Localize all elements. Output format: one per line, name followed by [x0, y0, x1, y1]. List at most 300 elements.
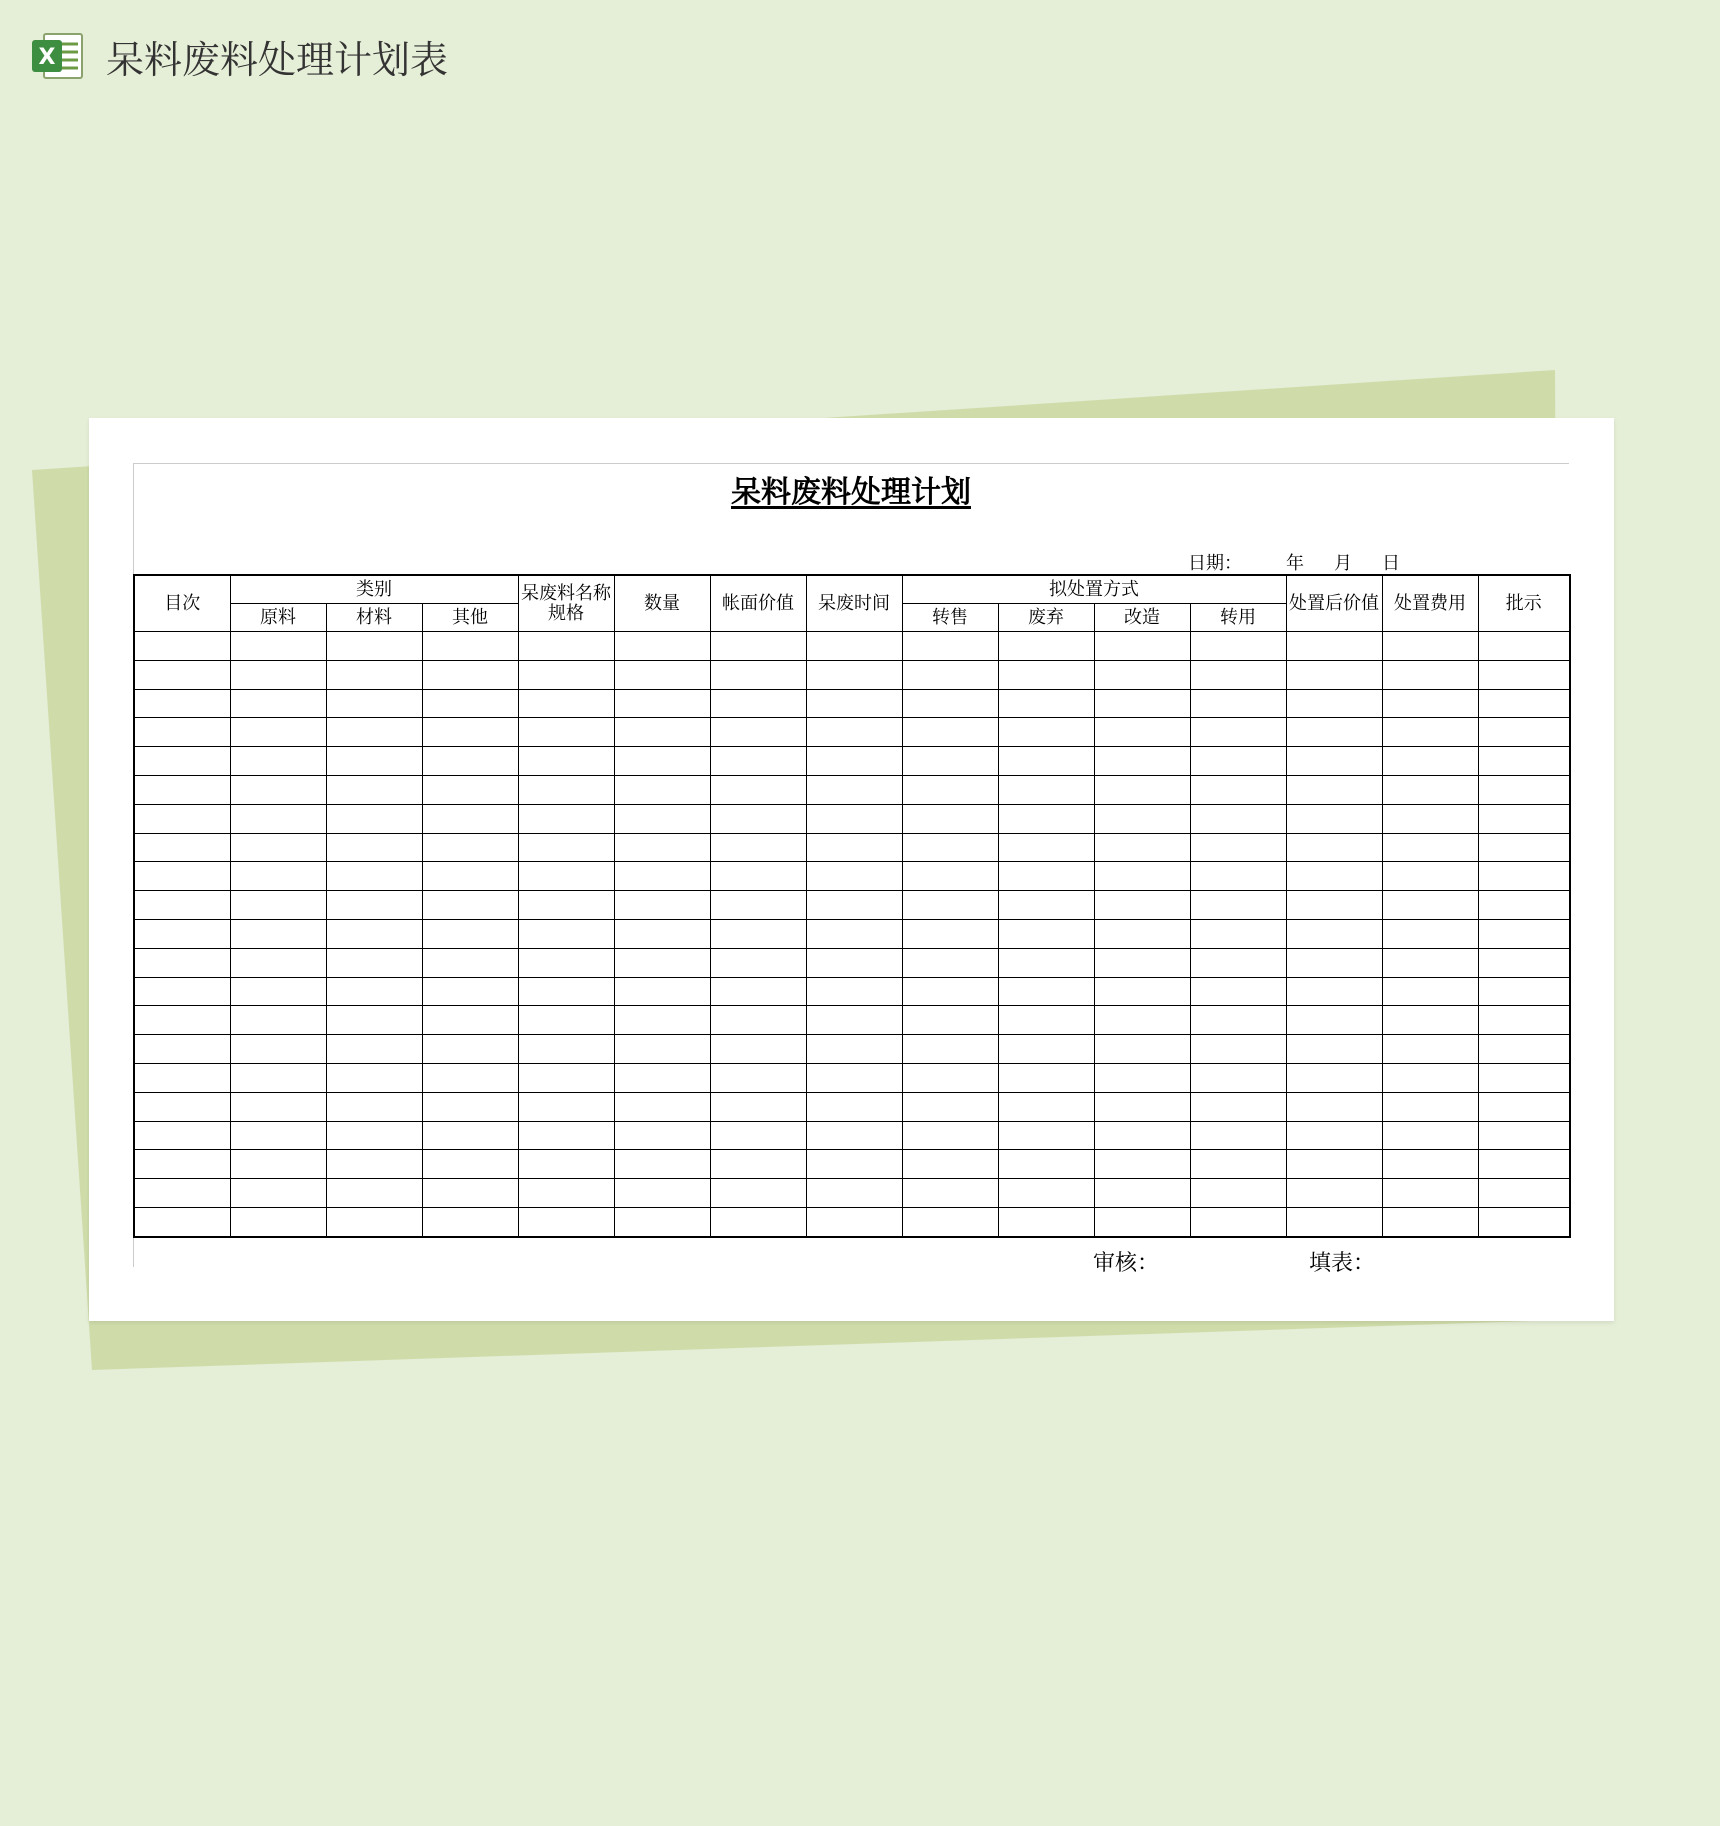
table-cell[interactable] [710, 1179, 806, 1208]
table-cell[interactable] [1094, 1150, 1190, 1179]
table-cell[interactable] [902, 632, 998, 661]
table-cell[interactable] [1286, 718, 1382, 747]
table-cell[interactable] [1478, 1035, 1570, 1064]
table-cell[interactable] [806, 1121, 902, 1150]
table-cell[interactable] [1094, 1207, 1190, 1236]
table-cell[interactable] [518, 1035, 614, 1064]
table-cell[interactable] [134, 833, 230, 862]
table-cell[interactable] [1286, 1150, 1382, 1179]
table-cell[interactable] [134, 632, 230, 661]
table-cell[interactable] [1382, 1092, 1478, 1121]
table-cell[interactable] [710, 660, 806, 689]
table-cell[interactable] [710, 632, 806, 661]
table-cell[interactable] [1478, 977, 1570, 1006]
table-cell[interactable] [1478, 632, 1570, 661]
table-cell[interactable] [518, 891, 614, 920]
table-cell[interactable] [1286, 1179, 1382, 1208]
table-cell[interactable] [1382, 1179, 1478, 1208]
table-cell[interactable] [134, 1179, 230, 1208]
table-cell[interactable] [134, 1035, 230, 1064]
table-cell[interactable] [230, 632, 326, 661]
table-cell[interactable] [1478, 718, 1570, 747]
table-cell[interactable] [902, 833, 998, 862]
table-cell[interactable] [710, 689, 806, 718]
table-cell[interactable] [326, 1121, 422, 1150]
table-cell[interactable] [902, 862, 998, 891]
table-cell[interactable] [614, 804, 710, 833]
table-cell[interactable] [326, 1006, 422, 1035]
table-cell[interactable] [1190, 1207, 1286, 1236]
table-cell[interactable] [806, 977, 902, 1006]
table-cell[interactable] [230, 1179, 326, 1208]
table-cell[interactable] [902, 1207, 998, 1236]
table-cell[interactable] [326, 833, 422, 862]
table-cell[interactable] [998, 1121, 1094, 1150]
table-cell[interactable] [1094, 660, 1190, 689]
table-cell[interactable] [518, 1150, 614, 1179]
table-cell[interactable] [710, 804, 806, 833]
table-cell[interactable] [806, 689, 902, 718]
table-cell[interactable] [902, 1035, 998, 1064]
table-cell[interactable] [1478, 833, 1570, 862]
table-cell[interactable] [998, 919, 1094, 948]
table-cell[interactable] [518, 948, 614, 977]
table-cell[interactable] [806, 718, 902, 747]
table-cell[interactable] [422, 948, 518, 977]
table-cell[interactable] [326, 891, 422, 920]
table-cell[interactable] [1190, 1121, 1286, 1150]
table-cell[interactable] [230, 1006, 326, 1035]
table-cell[interactable] [1478, 948, 1570, 977]
table-cell[interactable] [518, 833, 614, 862]
table-cell[interactable] [134, 689, 230, 718]
table-cell[interactable] [902, 1121, 998, 1150]
table-cell[interactable] [1190, 1179, 1286, 1208]
table-cell[interactable] [422, 747, 518, 776]
table-cell[interactable] [1286, 660, 1382, 689]
table-cell[interactable] [998, 948, 1094, 977]
table-cell[interactable] [998, 747, 1094, 776]
table-cell[interactable] [518, 804, 614, 833]
table-cell[interactable] [806, 891, 902, 920]
table-cell[interactable] [710, 977, 806, 1006]
table-cell[interactable] [230, 833, 326, 862]
table-cell[interactable] [710, 1150, 806, 1179]
table-cell[interactable] [1094, 689, 1190, 718]
table-cell[interactable] [710, 862, 806, 891]
table-cell[interactable] [1382, 1035, 1478, 1064]
table-cell[interactable] [614, 919, 710, 948]
table-cell[interactable] [518, 1179, 614, 1208]
table-cell[interactable] [230, 1063, 326, 1092]
table-cell[interactable] [998, 775, 1094, 804]
table-cell[interactable] [998, 1006, 1094, 1035]
table-cell[interactable] [1382, 891, 1478, 920]
table-cell[interactable] [1382, 718, 1478, 747]
table-cell[interactable] [1094, 977, 1190, 1006]
table-cell[interactable] [1190, 718, 1286, 747]
table-cell[interactable] [614, 1006, 710, 1035]
table-cell[interactable] [1382, 1150, 1478, 1179]
table-cell[interactable] [1286, 747, 1382, 776]
table-cell[interactable] [134, 775, 230, 804]
table-cell[interactable] [806, 747, 902, 776]
table-cell[interactable] [1478, 1063, 1570, 1092]
table-cell[interactable] [1286, 1035, 1382, 1064]
table-cell[interactable] [998, 1207, 1094, 1236]
table-cell[interactable] [326, 718, 422, 747]
table-cell[interactable] [518, 1063, 614, 1092]
table-cell[interactable] [902, 775, 998, 804]
table-cell[interactable] [1286, 689, 1382, 718]
table-cell[interactable] [1382, 1006, 1478, 1035]
table-cell[interactable] [134, 718, 230, 747]
table-cell[interactable] [422, 833, 518, 862]
table-cell[interactable] [422, 689, 518, 718]
table-cell[interactable] [806, 1150, 902, 1179]
table-cell[interactable] [614, 747, 710, 776]
table-cell[interactable] [326, 919, 422, 948]
table-cell[interactable] [998, 977, 1094, 1006]
table-cell[interactable] [902, 1063, 998, 1092]
table-cell[interactable] [1094, 919, 1190, 948]
table-cell[interactable] [326, 948, 422, 977]
table-cell[interactable] [614, 1035, 710, 1064]
table-cell[interactable] [998, 862, 1094, 891]
table-cell[interactable] [1190, 1150, 1286, 1179]
table-cell[interactable] [1382, 833, 1478, 862]
table-cell[interactable] [1286, 862, 1382, 891]
table-cell[interactable] [326, 1035, 422, 1064]
table-cell[interactable] [134, 977, 230, 1006]
table-cell[interactable] [1478, 1179, 1570, 1208]
table-cell[interactable] [1382, 632, 1478, 661]
table-cell[interactable] [518, 862, 614, 891]
table-cell[interactable] [230, 1207, 326, 1236]
table-cell[interactable] [134, 1063, 230, 1092]
table-cell[interactable] [230, 747, 326, 776]
table-cell[interactable] [1478, 891, 1570, 920]
table-cell[interactable] [806, 804, 902, 833]
table-cell[interactable] [134, 919, 230, 948]
table-cell[interactable] [806, 948, 902, 977]
table-cell[interactable] [902, 689, 998, 718]
table-cell[interactable] [1286, 1063, 1382, 1092]
table-cell[interactable] [518, 747, 614, 776]
table-cell[interactable] [1094, 1092, 1190, 1121]
table-cell[interactable] [1382, 689, 1478, 718]
table-cell[interactable] [806, 862, 902, 891]
table-cell[interactable] [1190, 1092, 1286, 1121]
table-cell[interactable] [518, 1207, 614, 1236]
table-cell[interactable] [806, 1035, 902, 1064]
table-cell[interactable] [1478, 689, 1570, 718]
table-cell[interactable] [1286, 919, 1382, 948]
table-cell[interactable] [902, 1179, 998, 1208]
table-cell[interactable] [614, 891, 710, 920]
table-cell[interactable] [1094, 1035, 1190, 1064]
table-cell[interactable] [1190, 833, 1286, 862]
table-cell[interactable] [710, 1121, 806, 1150]
table-cell[interactable] [614, 1179, 710, 1208]
table-cell[interactable] [230, 660, 326, 689]
table-cell[interactable] [1478, 1150, 1570, 1179]
table-cell[interactable] [806, 660, 902, 689]
table-cell[interactable] [518, 660, 614, 689]
table-cell[interactable] [1190, 1063, 1286, 1092]
table-cell[interactable] [1286, 833, 1382, 862]
table-cell[interactable] [1478, 1006, 1570, 1035]
table-cell[interactable] [422, 1150, 518, 1179]
table-cell[interactable] [518, 632, 614, 661]
table-cell[interactable] [1286, 1006, 1382, 1035]
table-cell[interactable] [806, 1092, 902, 1121]
table-cell[interactable] [1478, 919, 1570, 948]
table-cell[interactable] [422, 660, 518, 689]
table-cell[interactable] [1382, 919, 1478, 948]
table-cell[interactable] [1382, 948, 1478, 977]
table-cell[interactable] [230, 1150, 326, 1179]
table-cell[interactable] [710, 718, 806, 747]
table-cell[interactable] [902, 804, 998, 833]
table-cell[interactable] [806, 632, 902, 661]
table-cell[interactable] [902, 1006, 998, 1035]
table-cell[interactable] [134, 862, 230, 891]
table-cell[interactable] [1478, 1207, 1570, 1236]
table-cell[interactable] [614, 689, 710, 718]
table-cell[interactable] [1094, 632, 1190, 661]
table-cell[interactable] [710, 891, 806, 920]
table-cell[interactable] [1094, 804, 1190, 833]
table-cell[interactable] [518, 1121, 614, 1150]
table-cell[interactable] [1190, 775, 1286, 804]
table-cell[interactable] [998, 1092, 1094, 1121]
table-cell[interactable] [1382, 1207, 1478, 1236]
table-cell[interactable] [710, 948, 806, 977]
table-cell[interactable] [1286, 891, 1382, 920]
table-cell[interactable] [1286, 1092, 1382, 1121]
table-cell[interactable] [518, 1092, 614, 1121]
table-cell[interactable] [1094, 1063, 1190, 1092]
table-cell[interactable] [710, 1063, 806, 1092]
table-cell[interactable] [230, 948, 326, 977]
table-cell[interactable] [134, 1150, 230, 1179]
table-cell[interactable] [1094, 1121, 1190, 1150]
table-cell[interactable] [422, 891, 518, 920]
table-cell[interactable] [230, 1121, 326, 1150]
table-cell[interactable] [326, 1150, 422, 1179]
table-cell[interactable] [422, 804, 518, 833]
table-cell[interactable] [422, 718, 518, 747]
table-cell[interactable] [806, 1006, 902, 1035]
table-cell[interactable] [1094, 1179, 1190, 1208]
table-cell[interactable] [230, 689, 326, 718]
table-cell[interactable] [1094, 948, 1190, 977]
table-cell[interactable] [422, 1179, 518, 1208]
table-cell[interactable] [1286, 977, 1382, 1006]
table-cell[interactable] [1286, 948, 1382, 977]
table-cell[interactable] [326, 632, 422, 661]
table-cell[interactable] [422, 1121, 518, 1150]
table-cell[interactable] [710, 1207, 806, 1236]
table-cell[interactable] [422, 1063, 518, 1092]
table-cell[interactable] [1478, 862, 1570, 891]
table-cell[interactable] [326, 747, 422, 776]
table-cell[interactable] [902, 919, 998, 948]
table-cell[interactable] [902, 1092, 998, 1121]
table-cell[interactable] [1190, 632, 1286, 661]
table-cell[interactable] [710, 775, 806, 804]
table-cell[interactable] [902, 747, 998, 776]
table-cell[interactable] [998, 718, 1094, 747]
table-cell[interactable] [1190, 891, 1286, 920]
table-cell[interactable] [518, 919, 614, 948]
table-cell[interactable] [326, 775, 422, 804]
table-cell[interactable] [134, 1092, 230, 1121]
table-cell[interactable] [902, 977, 998, 1006]
table-cell[interactable] [1190, 862, 1286, 891]
table-cell[interactable] [614, 862, 710, 891]
table-cell[interactable] [1190, 919, 1286, 948]
table-cell[interactable] [1478, 775, 1570, 804]
table-cell[interactable] [134, 747, 230, 776]
table-cell[interactable] [998, 804, 1094, 833]
table-cell[interactable] [1094, 747, 1190, 776]
table-cell[interactable] [1190, 1035, 1286, 1064]
table-cell[interactable] [614, 1150, 710, 1179]
table-cell[interactable] [1286, 1207, 1382, 1236]
table-cell[interactable] [134, 891, 230, 920]
table-cell[interactable] [518, 977, 614, 1006]
table-cell[interactable] [902, 948, 998, 977]
table-cell[interactable] [1382, 775, 1478, 804]
table-cell[interactable] [230, 977, 326, 1006]
table-cell[interactable] [326, 1179, 422, 1208]
table-cell[interactable] [614, 1207, 710, 1236]
table-cell[interactable] [614, 1121, 710, 1150]
table-cell[interactable] [1382, 747, 1478, 776]
table-cell[interactable] [230, 919, 326, 948]
table-cell[interactable] [1286, 1121, 1382, 1150]
table-cell[interactable] [134, 1121, 230, 1150]
table-cell[interactable] [614, 718, 710, 747]
table-cell[interactable] [1478, 1092, 1570, 1121]
table-cell[interactable] [998, 689, 1094, 718]
table-cell[interactable] [230, 718, 326, 747]
table-cell[interactable] [1478, 660, 1570, 689]
table-cell[interactable] [326, 977, 422, 1006]
table-cell[interactable] [1190, 804, 1286, 833]
table-cell[interactable] [518, 1006, 614, 1035]
table-cell[interactable] [326, 660, 422, 689]
table-cell[interactable] [614, 775, 710, 804]
table-cell[interactable] [1190, 660, 1286, 689]
table-cell[interactable] [614, 660, 710, 689]
table-cell[interactable] [614, 1063, 710, 1092]
table-cell[interactable] [998, 632, 1094, 661]
table-cell[interactable] [422, 1006, 518, 1035]
table-cell[interactable] [1382, 862, 1478, 891]
table-cell[interactable] [230, 1035, 326, 1064]
table-cell[interactable] [998, 1035, 1094, 1064]
table-cell[interactable] [134, 1207, 230, 1236]
table-cell[interactable] [998, 833, 1094, 862]
table-cell[interactable] [326, 1092, 422, 1121]
table-cell[interactable] [1190, 948, 1286, 977]
table-cell[interactable] [998, 891, 1094, 920]
table-cell[interactable] [806, 919, 902, 948]
table-cell[interactable] [518, 689, 614, 718]
table-cell[interactable] [614, 948, 710, 977]
table-cell[interactable] [326, 1063, 422, 1092]
table-cell[interactable] [998, 1150, 1094, 1179]
table-cell[interactable] [998, 1179, 1094, 1208]
table-cell[interactable] [1382, 1063, 1478, 1092]
table-cell[interactable] [902, 1150, 998, 1179]
table-cell[interactable] [518, 718, 614, 747]
table-cell[interactable] [1094, 1006, 1190, 1035]
table-cell[interactable] [326, 689, 422, 718]
table-cell[interactable] [422, 632, 518, 661]
table-cell[interactable] [998, 1063, 1094, 1092]
table-cell[interactable] [1094, 833, 1190, 862]
table-cell[interactable] [326, 1207, 422, 1236]
table-cell[interactable] [134, 948, 230, 977]
table-cell[interactable] [422, 1092, 518, 1121]
table-cell[interactable] [422, 1207, 518, 1236]
table-cell[interactable] [326, 804, 422, 833]
table-cell[interactable] [806, 833, 902, 862]
table-cell[interactable] [1382, 1121, 1478, 1150]
table-cell[interactable] [710, 1092, 806, 1121]
table-cell[interactable] [518, 775, 614, 804]
table-cell[interactable] [1286, 632, 1382, 661]
table-cell[interactable] [1286, 804, 1382, 833]
table-cell[interactable] [806, 775, 902, 804]
table-cell[interactable] [1382, 804, 1478, 833]
table-cell[interactable] [1478, 1121, 1570, 1150]
table-cell[interactable] [1190, 977, 1286, 1006]
table-cell[interactable] [614, 977, 710, 1006]
table-cell[interactable] [998, 660, 1094, 689]
table-cell[interactable] [230, 891, 326, 920]
table-cell[interactable] [806, 1207, 902, 1236]
table-cell[interactable] [230, 1092, 326, 1121]
table-cell[interactable] [422, 977, 518, 1006]
table-cell[interactable] [710, 919, 806, 948]
table-cell[interactable] [806, 1063, 902, 1092]
table-cell[interactable] [422, 775, 518, 804]
table-cell[interactable] [1094, 891, 1190, 920]
table-cell[interactable] [134, 660, 230, 689]
table-cell[interactable] [902, 718, 998, 747]
table-cell[interactable] [1478, 747, 1570, 776]
table-cell[interactable] [614, 632, 710, 661]
table-cell[interactable] [902, 660, 998, 689]
table-cell[interactable] [134, 1006, 230, 1035]
table-cell[interactable] [614, 1092, 710, 1121]
table-cell[interactable] [614, 833, 710, 862]
table-cell[interactable] [422, 862, 518, 891]
table-cell[interactable] [710, 747, 806, 776]
table-cell[interactable] [1478, 804, 1570, 833]
table-cell[interactable] [134, 804, 230, 833]
table-cell[interactable] [1094, 775, 1190, 804]
table-cell[interactable] [1094, 862, 1190, 891]
table-cell[interactable] [1382, 977, 1478, 1006]
table-cell[interactable] [1190, 689, 1286, 718]
table-cell[interactable] [1382, 660, 1478, 689]
